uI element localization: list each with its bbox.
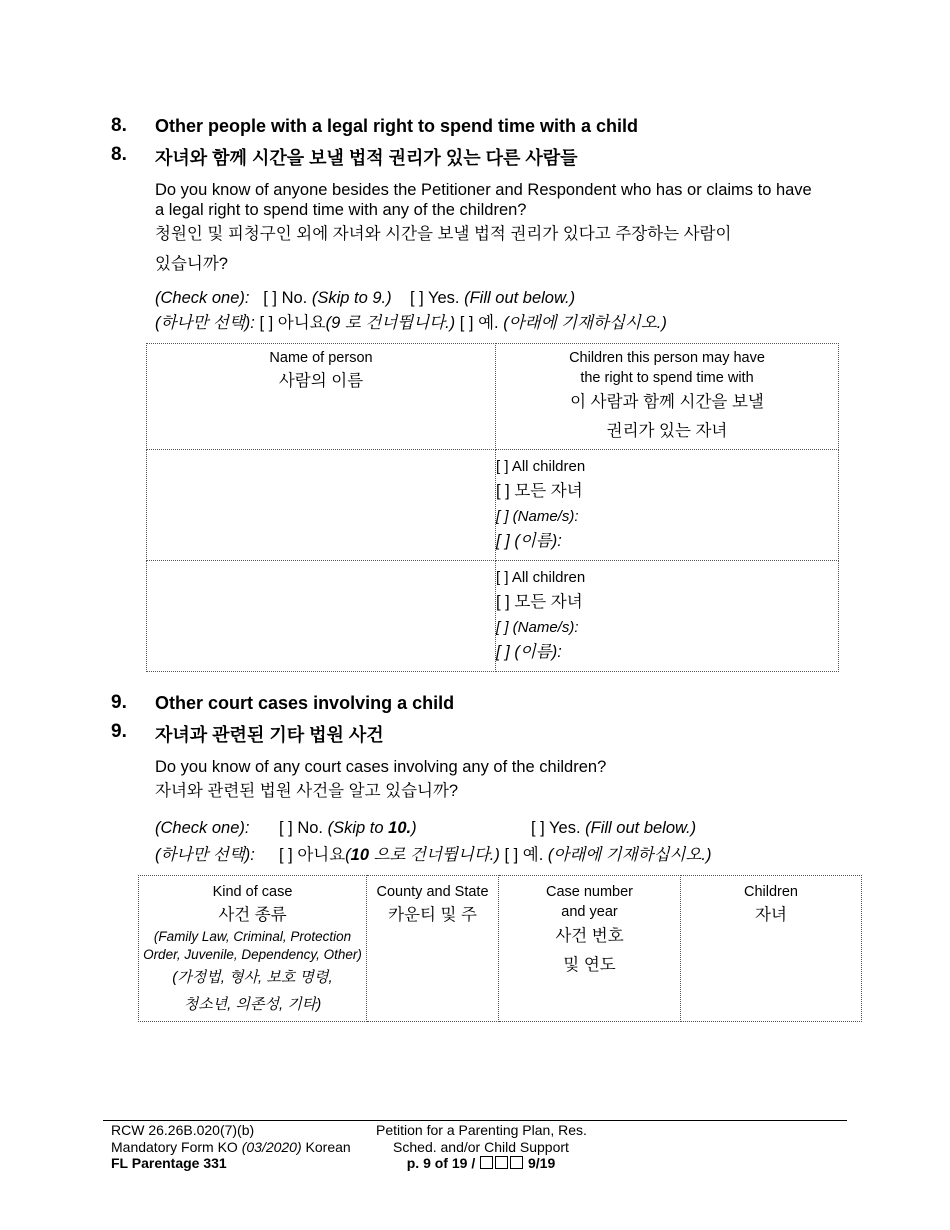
missing-glyph-icon: [510, 1156, 523, 1169]
footer-form-info: Mandatory Form KO (03/2020) Korean: [111, 1138, 351, 1155]
no-note-ko: (10 으로 건너뜁니다.): [345, 846, 500, 864]
yes-checkbox-ko[interactable]: [ ] 예.: [459, 314, 499, 332]
col-county-en: County and State: [376, 884, 489, 900]
names-option[interactable]: [ ] (Name/s):: [496, 619, 579, 636]
col-county-header: [367, 876, 499, 1022]
court-cases-table: [138, 875, 862, 1022]
person-name-cell[interactable]: [147, 561, 496, 672]
names-option[interactable]: [ ] (Name/s):: [496, 508, 579, 525]
kind-note-en-2: Order, Juvenile, Dependency, Other): [143, 947, 362, 962]
section-8-check-en: [155, 288, 575, 308]
col-children-en-2: the right to spend time with: [580, 370, 754, 386]
all-children-option-ko[interactable]: [ ] 모든 자녀: [496, 593, 583, 611]
section-8-question-en-1: Do you know of anyone besides the Petitioner and Respondent who has or claims to have: [155, 181, 812, 199]
col-case-ko-2: 및 연도: [563, 956, 616, 974]
col-case-header: [499, 876, 681, 1022]
section-9-question-ko: 자녀와 관련된 법원 사건을 알고 있습니까?: [155, 782, 459, 800]
footer-page-number: p. 9 of 19 / 9/19: [406, 1155, 556, 1171]
section-8-title-ko: 자녀와 함께 시간을 보낼 법적 권리가 있는 다른 사람들: [155, 148, 578, 168]
check-prefix-ko: (하나만 선택):: [155, 846, 255, 864]
no-note: (Skip to 9.): [311, 289, 392, 307]
col-kind-en: Kind of case: [212, 884, 293, 900]
all-children-option[interactable]: [ ] All children: [496, 458, 586, 475]
yes-note-ko: (아래에 기재하십시오.): [503, 314, 667, 332]
section-9-yes-group: [531, 818, 696, 838]
section-9-no-group: [279, 818, 417, 838]
kind-note-ko-2: 청소년, 의존성, 기타): [183, 996, 322, 1013]
yes-checkbox[interactable]: [ ] Yes.: [531, 819, 581, 837]
check-prefix-ko: (하나만 선택):: [155, 314, 255, 332]
col-name-ko: 사람의 이름: [278, 372, 364, 390]
no-checkbox-ko[interactable]: [ ] 아니요: [259, 314, 326, 332]
section-8-number-ko: 8.: [111, 144, 127, 165]
section-9-title-en: Other court cases involving a child: [155, 693, 455, 713]
col-children-header: [681, 876, 862, 1022]
section-9-check-en: [155, 818, 249, 838]
no-checkbox-ko[interactable]: [ ] 아니요: [279, 846, 346, 864]
yes-note: (Fill out below.): [464, 289, 576, 307]
section-8-number: 8.: [111, 115, 127, 136]
all-children-option-ko[interactable]: [ ] 모든 자녀: [496, 482, 583, 500]
section-8-question-ko-1: 청원인 및 피청구인 외에 자녀와 시간을 보낼 법적 권리가 있다고 주장하는 사람이: [155, 225, 732, 243]
kind-note-en-1: (Family Law, Criminal, Protection: [153, 929, 352, 944]
col-case-en-2: and year: [561, 904, 618, 920]
missing-glyph-icon: [495, 1156, 508, 1169]
section-8-check-ko: [155, 313, 667, 333]
names-option-ko[interactable]: [ ] (이름):: [496, 532, 562, 550]
footer-rcw: RCW 26.26B.020(7)(b): [111, 1122, 255, 1138]
col-children-ko-2: 권리가 있는 자녀: [606, 422, 728, 440]
col-kind-header: [139, 876, 367, 1022]
missing-glyph-icon: [480, 1156, 493, 1169]
section-9-number-ko: 9.: [111, 721, 127, 742]
footer-center: [376, 1122, 586, 1172]
col-children-header: [496, 344, 839, 450]
col-children-ko-1: 이 사람과 함께 시간을 보낼: [570, 393, 764, 411]
col-children-en: Children: [744, 884, 798, 900]
yes-checkbox-ko[interactable]: [ ] 예.: [504, 846, 544, 864]
section-9-number: 9.: [111, 692, 127, 713]
section-9-question-en: Do you know of any court cases involving any of the children?: [155, 758, 607, 776]
section-9-title-ko: 자녀과 관련된 기타 법원 사건: [155, 725, 384, 745]
footer-left: [111, 1122, 351, 1172]
col-children-en-1: Children this person may have: [569, 350, 765, 366]
legal-right-table: [146, 343, 839, 672]
yes-note-ko: (아래에 기재하십시오.): [547, 846, 712, 864]
names-option-ko[interactable]: [ ] (이름):: [496, 643, 562, 661]
section-9-check-ko: [155, 845, 255, 865]
section-8-title-en: Other people with a legal right to spend time with a child: [155, 116, 639, 136]
footer-doc-title-2: Sched. and/or Child Support: [393, 1138, 569, 1155]
check-prefix: (Check one):: [155, 289, 250, 307]
no-checkbox[interactable]: [ ] No.: [279, 819, 324, 837]
no-note-ko: (9 로 건너뜁니다.): [325, 314, 456, 332]
yes-note: (Fill out below.): [585, 819, 697, 837]
no-note: (Skip to 10.): [327, 819, 417, 837]
children-options-cell: [496, 450, 839, 561]
children-options-cell: [496, 561, 839, 672]
col-name-en: Name of person: [269, 350, 373, 366]
col-case-en-1: Case number: [545, 884, 634, 900]
table-row: [147, 450, 839, 561]
kind-note-ko-1: (가정법, 형사, 보호 명령,: [172, 969, 333, 986]
col-name-header: [147, 344, 496, 450]
section-8-question-en-2: a legal right to spend time with any of the children?: [155, 201, 527, 219]
col-kind-ko: 사건 종류: [218, 906, 287, 924]
yes-checkbox[interactable]: [ ] Yes.: [409, 289, 460, 307]
all-children-option[interactable]: [ ] All children: [496, 569, 586, 586]
check-prefix: (Check one):: [155, 819, 250, 837]
footer-form-id: FL Parentage 331: [111, 1155, 227, 1171]
col-case-ko-1: 사건 번호: [555, 927, 624, 945]
col-county-ko: 카운티 및 주: [388, 906, 477, 924]
footer-divider: [103, 1120, 847, 1121]
no-checkbox[interactable]: [ ] No.: [263, 289, 308, 307]
col-children-ko: 자녀: [755, 906, 787, 924]
footer-doc-title-1: Petition for a Parenting Plan, Res.: [376, 1122, 587, 1138]
person-name-cell[interactable]: [147, 450, 496, 561]
table-row: [147, 561, 839, 672]
section-8-question-ko-2: 있습니까?: [155, 255, 228, 273]
section-9-no-group-ko: [279, 845, 712, 865]
